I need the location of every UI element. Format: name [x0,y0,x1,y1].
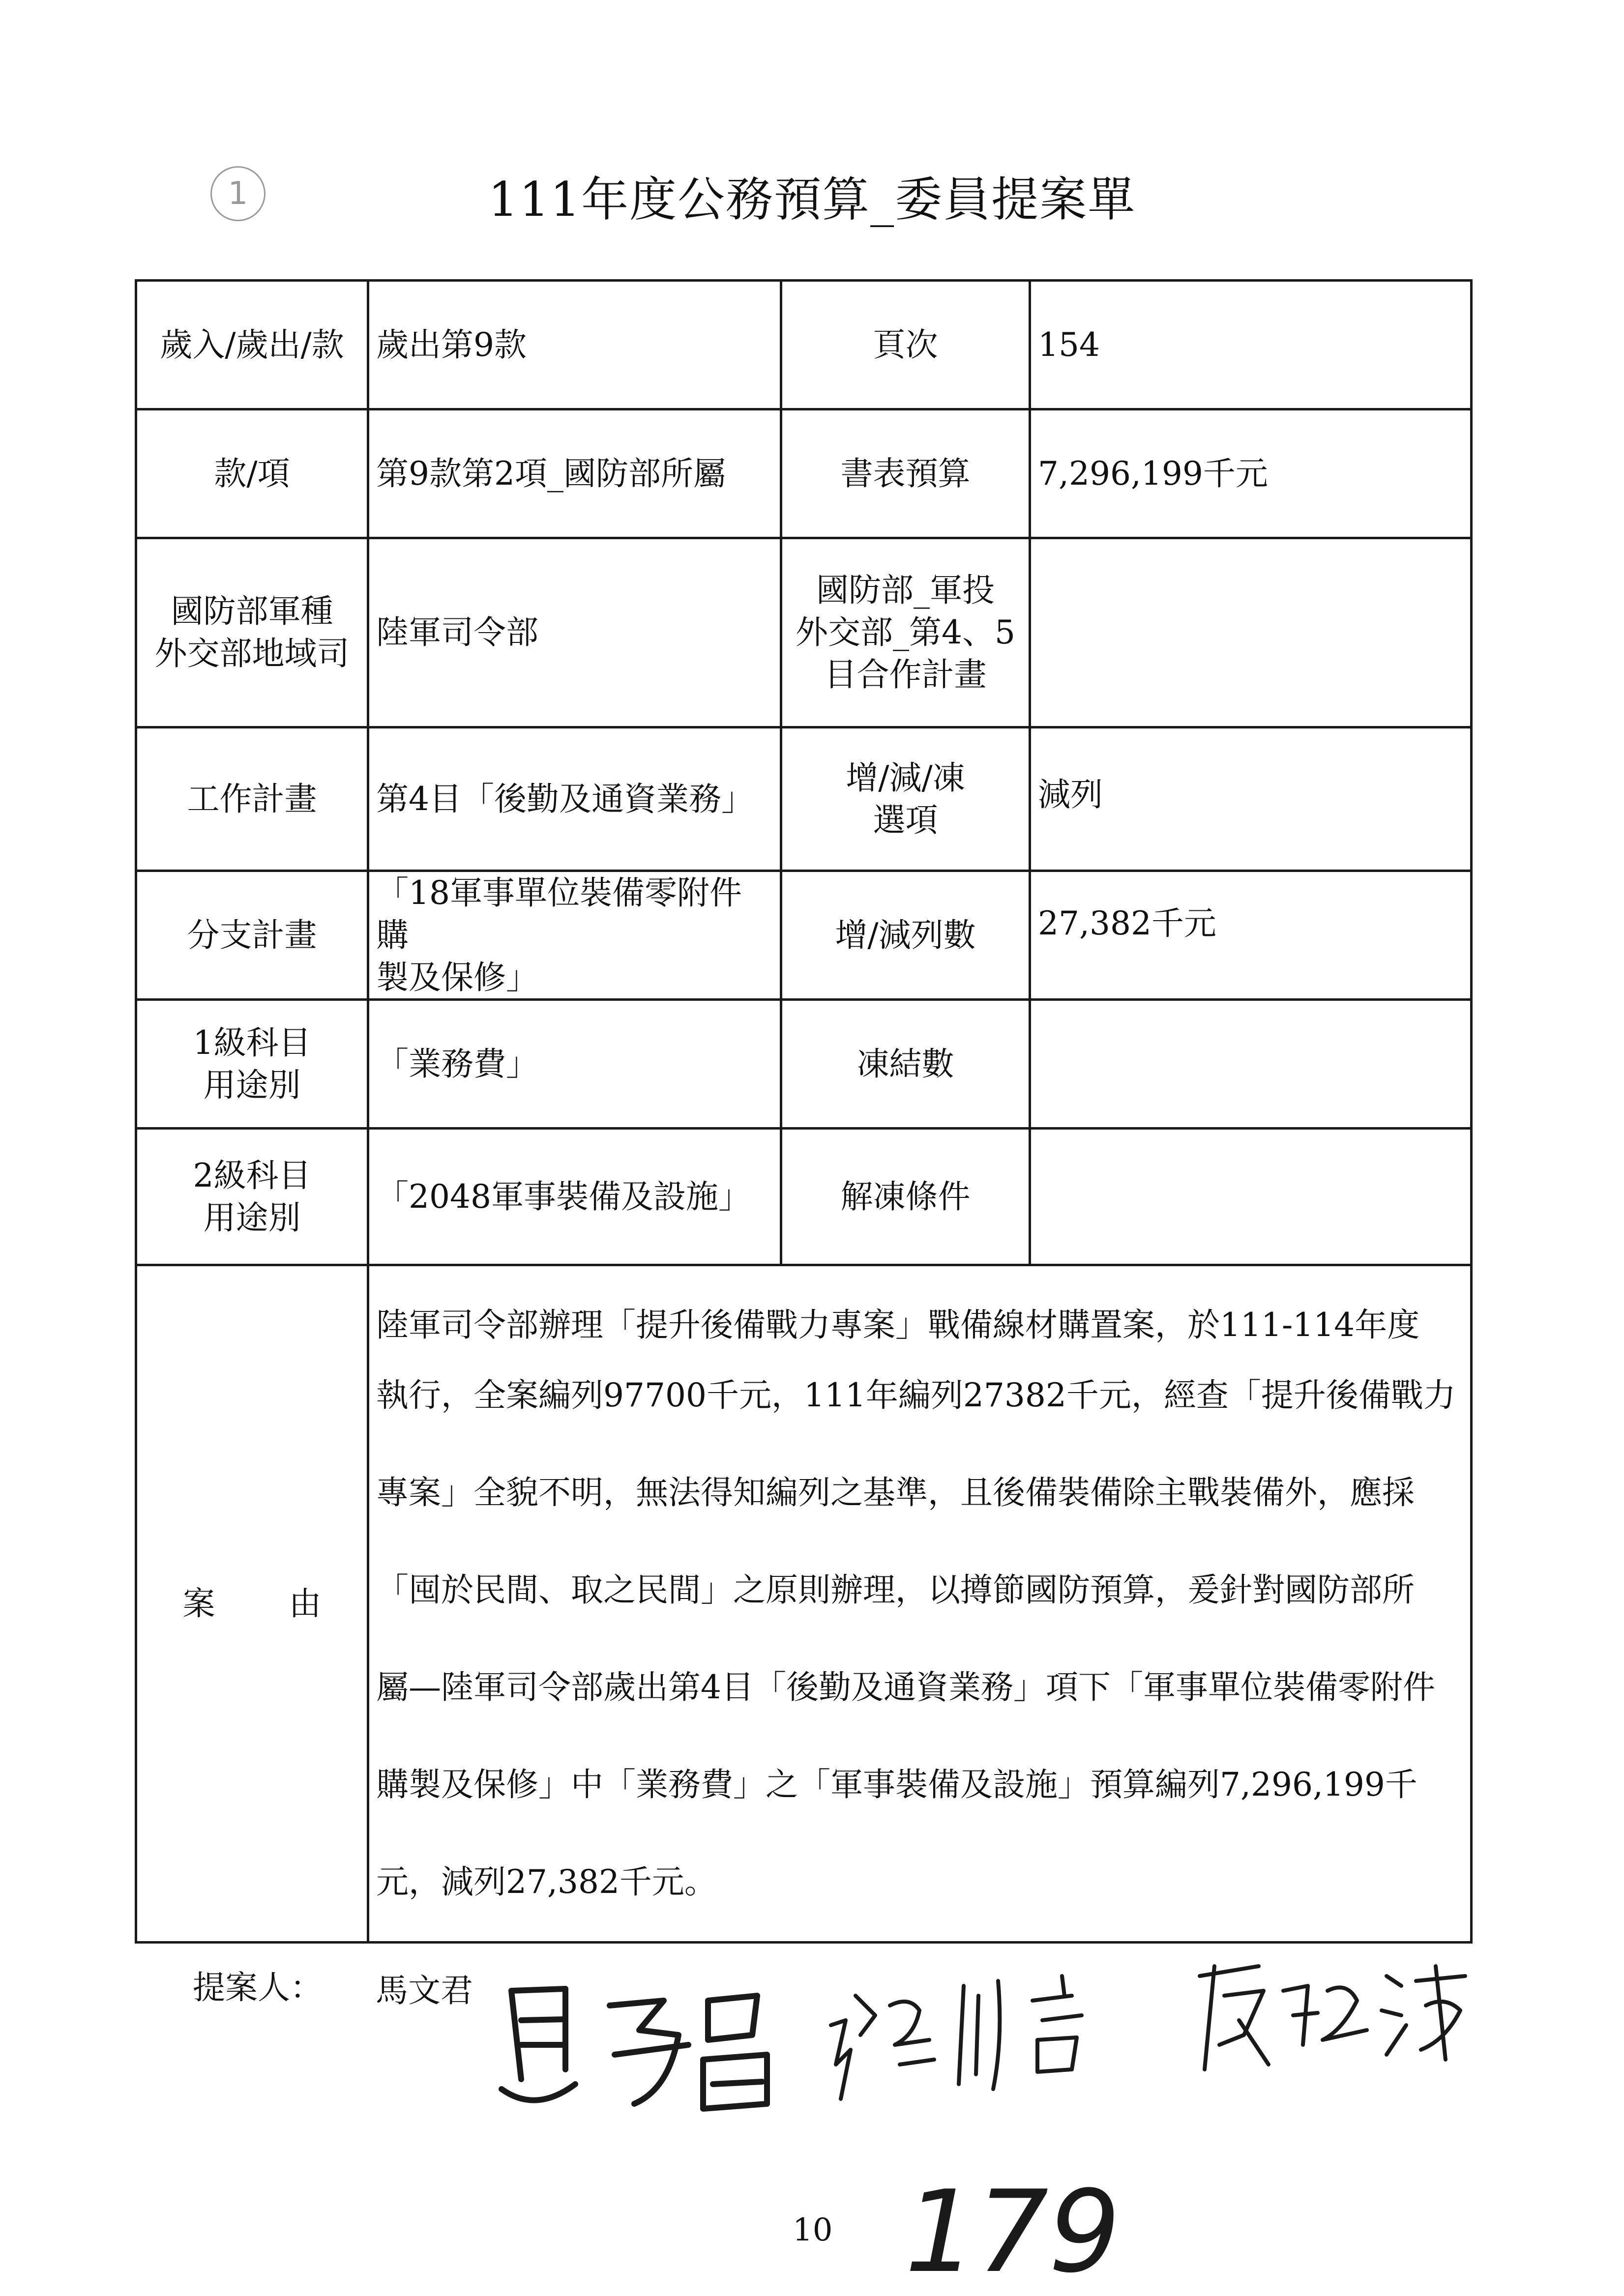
form-row-level2-subject [136,1129,1472,1265]
value-level1-subject: 「業務費」 [368,1000,781,1129]
reason-line: 專案」全貌不明，無法得知編列之基準，且後備裝備除主戰裝備外，應採 [376,1474,1415,1512]
label-item: 款/項 [136,409,368,538]
label-department-line2: 外交部地域司 [154,635,350,672]
label-reason-char2: 由 [289,1584,322,1623]
label-adjust-option [781,727,1030,871]
label-cooperation-line2: 外交部_第4、5 [796,613,1015,652]
reason-line: 屬—陸軍司令部歲出第4目「後勤及通資業務」項下「軍事單位裝備零附件 [376,1668,1435,1707]
label-level2-line1: 2級科目 [193,1157,311,1195]
value-level2-subject: 「2048軍事裝備及設施」 [368,1129,781,1265]
page-number: 10 [793,2212,833,2248]
form-row-work-plan [136,727,1472,871]
reason-line: 購製及保修」中「業務費」之「軍事裝備及設施」預算編列7,296,199千 [376,1766,1417,1804]
label-reason-char1: 案 [182,1584,215,1623]
handwritten-page-number-text: 179 [905,2167,1121,2296]
label-reason [136,1265,368,1943]
value-frozen-amount [1030,1000,1472,1129]
signature-2 [816,1966,1131,2114]
reason-line: 執行，全案編列97700千元，111年編列27382千元，經查「提升後備戰力 [376,1376,1456,1415]
form-row-level1-subject [136,1000,1472,1129]
form-row-branch-plan [136,871,1472,1000]
label-branch-plan: 分支計畫 [136,871,368,1000]
label-adjust-amount: 增/減列數 [781,871,1030,1000]
page-title: 111年度公務預算_委員提案單 [488,172,1136,227]
label-adjust-option-line2: 選項 [873,801,938,839]
value-work-plan: 第4目「後勤及通資業務」 [368,727,781,871]
value-revenue-expense: 歲出第9款 [368,281,781,409]
form-row-reason [136,1265,1472,1943]
value-branch-plan-line1: 「18軍事單位裝備零附件購 [376,874,742,954]
label-cooperation-line3: 目合作計畫 [824,655,987,694]
reason-line: 陸軍司令部辦理「提升後備戰力專案」戰備線材購置案，於111-114年度 [376,1306,1420,1344]
value-branch-plan-line2: 製及保修」 [376,958,538,996]
label-statement-budget: 書表預算 [781,409,1030,538]
label-level1-line1: 1級科目 [193,1024,311,1062]
label-frozen-amount: 凍結數 [781,1000,1030,1129]
label-revenue-expense: 歲入/歲出/款 [136,281,368,409]
label-page: 頁次 [781,281,1030,409]
label-level2-subject [136,1129,368,1265]
value-department: 陸軍司令部 [368,538,781,727]
label-unfreeze-condition: 解凍條件 [781,1129,1030,1265]
signature-3 [1170,1947,1485,2094]
label-level1-line2: 用途別 [203,1066,301,1104]
label-level2-line2: 用途別 [203,1198,301,1237]
proposer-label: 提案人： [193,1969,323,2006]
reason-line: 「囤於民間、取之民間」之原則辦理，以撙節國防預算，爰針對國防部所 [376,1571,1415,1609]
label-cooperation-line1: 國防部_軍投 [816,571,995,610]
label-level1-subject [136,1000,368,1129]
reason-text [368,1265,1472,1943]
form-row-department [136,538,1472,727]
label-adjust-option-line1: 增/減/凍 [846,758,965,797]
label-work-plan: 工作計畫 [136,727,368,871]
proposal-form-table [135,279,1473,1944]
label-department-line1: 國防部軍種 [171,592,333,631]
handwritten-page-number [895,2163,1121,2296]
value-adjust-amount: 27,382千元 [1030,871,1472,1000]
signature-1 [492,1971,787,2119]
form-row-account [136,281,1472,409]
label-department [136,538,368,727]
value-adjust-option: 減列 [1030,727,1472,871]
circled-mark: 1 [210,166,266,221]
value-item: 第9款第2項_國防部所屬 [368,409,781,538]
proposer-name: 馬文君 [376,1972,473,2009]
reason-line: 元，減列27,382千元。 [376,1863,717,1901]
value-branch-plan [368,871,781,1000]
value-cooperation-plan [1030,538,1472,727]
value-statement-budget: 7,296,199千元 [1030,409,1472,538]
form-row-item [136,409,1472,538]
value-unfreeze-condition [1030,1129,1472,1265]
value-page: 154 [1030,281,1472,409]
label-cooperation-plan [781,538,1030,727]
